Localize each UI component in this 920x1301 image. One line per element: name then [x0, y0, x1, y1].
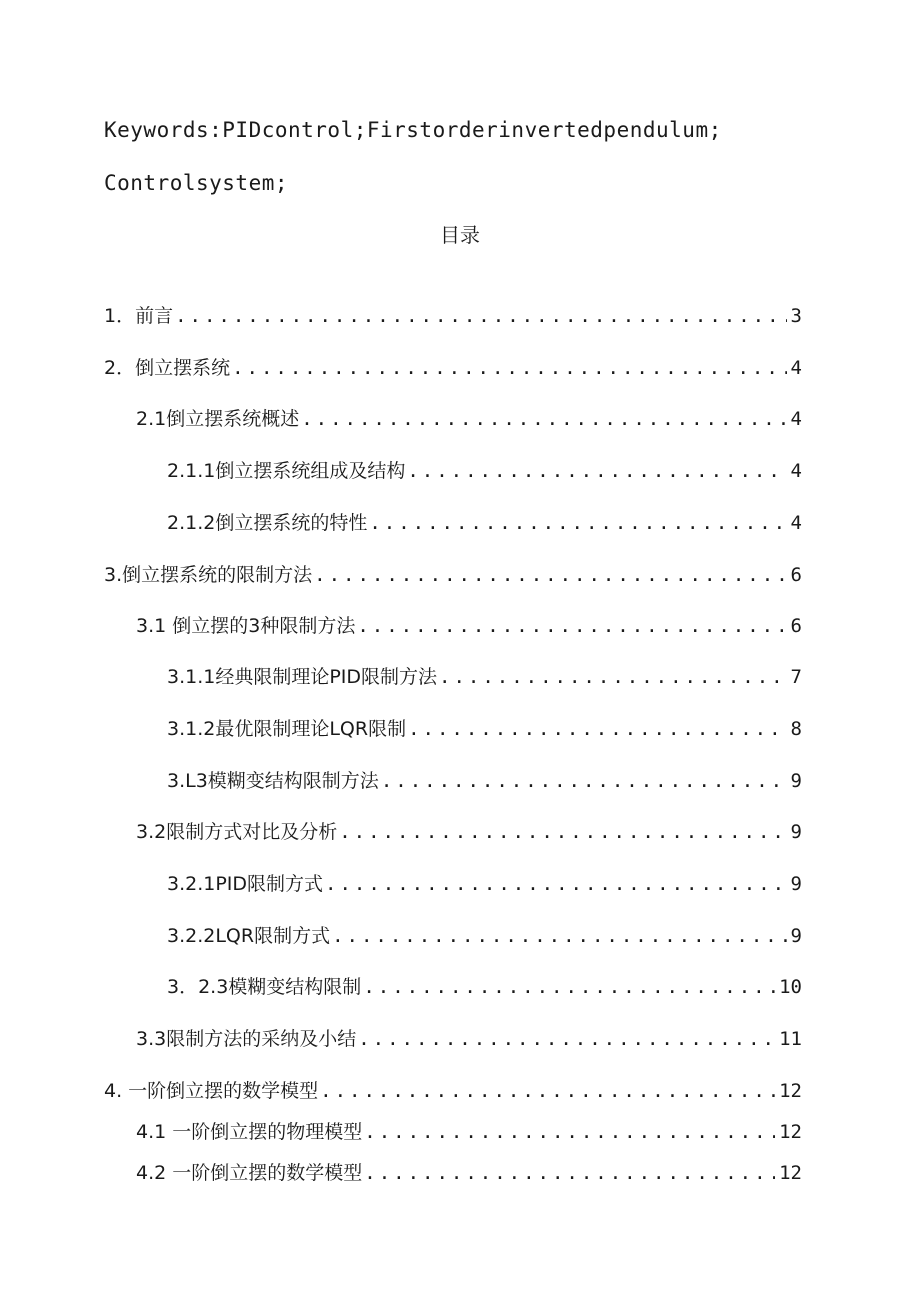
toc-entry-page: 8 [790, 718, 802, 740]
toc-entry[interactable] [167, 714, 802, 742]
toc-entry-label: 3.2限制方式对比及分析 [136, 821, 338, 843]
toc-leader-dots [339, 821, 786, 843]
toc-entry[interactable] [136, 1117, 802, 1145]
toc-entry-label: 2.1.2倒立摆系统的特性 [167, 512, 368, 534]
toc-entry-page: 9 [790, 821, 802, 843]
toc-leader-dots [408, 718, 786, 740]
toc-leader-dots [358, 1028, 775, 1050]
toc-leader-dots [381, 770, 787, 792]
toc-entry-label: 4. 一阶倒立摆的数学模型 [104, 1080, 319, 1102]
toc-entry-page: 12 [779, 1162, 802, 1184]
toc-entry[interactable] [104, 1076, 802, 1104]
toc-entry-label: 4.2 一阶倒立摆的数学模型 [136, 1162, 363, 1184]
toc-entry[interactable] [136, 404, 802, 432]
toc-title: 目录 [440, 223, 480, 247]
toc-entry-label: 3.3限制方法的采纳及小结 [136, 1028, 357, 1050]
toc-entry-page: 7 [790, 666, 802, 688]
toc-entry-page: 12 [779, 1121, 802, 1143]
toc-leader-dots [364, 1162, 775, 1184]
toc-entry[interactable] [104, 353, 802, 381]
toc-entry-page: 6 [790, 564, 802, 586]
toc-entry-label: 3.1.2最优限制理论LQR限制 [167, 718, 407, 740]
toc-entry[interactable] [167, 766, 802, 794]
toc-leader-dots [369, 512, 786, 534]
toc-entry-label: 4.1 一阶倒立摆的物理模型 [136, 1121, 363, 1143]
toc-entry[interactable] [167, 972, 802, 1000]
toc-entry[interactable] [167, 869, 802, 897]
toc-entry-page: 4 [790, 357, 802, 379]
toc-entry-page: 12 [779, 1080, 802, 1102]
toc-entry-label: 3.倒立摆系统的限制方法 [104, 564, 313, 586]
toc-entry-page: 4 [790, 460, 802, 482]
toc-entry-page: 9 [790, 873, 802, 895]
toc-entry-label: 2．倒立摆系统 [104, 357, 231, 379]
toc-entry[interactable] [104, 301, 802, 329]
toc-leader-dots [301, 408, 786, 430]
keywords-line-1: Keywords:PIDcontrol;Firstorderinvertedpendulum; [104, 118, 722, 142]
toc-entry-label: 1．前言 [104, 305, 174, 327]
toc-entry-label: 3.2.2LQR限制方式 [167, 925, 331, 947]
toc-leader-dots [325, 873, 787, 895]
toc-entry-page: 11 [779, 1028, 802, 1050]
toc-entry-label: 3.2.1PID限制方式 [167, 873, 324, 895]
toc-entry-label: 2.1倒立摆系统概述 [136, 408, 300, 430]
toc-entry-label: 3．2.3模糊变结构限制 [167, 976, 362, 998]
toc-entry-page: 9 [790, 770, 802, 792]
toc-entry-page: 6 [790, 615, 802, 637]
toc-entry[interactable] [167, 508, 802, 536]
toc-entry[interactable] [167, 456, 802, 484]
toc-entry[interactable] [136, 817, 802, 845]
toc-entry-label: 3.1.1经典限制理论PID限制方法 [167, 666, 438, 688]
toc-entry[interactable] [167, 921, 802, 949]
toc-entry[interactable] [167, 662, 802, 690]
toc-leader-dots [314, 564, 786, 586]
toc-entry[interactable] [136, 1158, 802, 1186]
toc-entry[interactable] [104, 560, 802, 588]
toc-entry-label: 3.1 倒立摆的3种限制方法 [136, 615, 356, 637]
toc-entry[interactable] [136, 611, 802, 639]
toc-leader-dots [357, 615, 786, 637]
toc-entry[interactable] [136, 1024, 802, 1052]
toc-leader-dots [332, 925, 786, 947]
toc-entry-page: 4 [790, 408, 802, 430]
toc-entry-page: 4 [790, 512, 802, 534]
toc-entry-page: 3 [790, 305, 802, 327]
toc-leader-dots [407, 460, 786, 482]
toc-entry-label: 2.1.1倒立摆系统组成及结构 [167, 460, 406, 482]
toc-entry-page: 10 [779, 976, 802, 998]
toc-leader-dots [320, 1080, 775, 1102]
toc-entry-label: 3.L3模糊变结构限制方法 [167, 770, 379, 792]
keywords-line-2: Controlsystem; [104, 171, 289, 195]
toc-leader-dots [439, 666, 787, 688]
toc-entry-page: 9 [790, 925, 802, 947]
toc-leader-dots [175, 305, 786, 327]
toc-leader-dots [232, 357, 786, 379]
toc-leader-dots [363, 976, 775, 998]
toc-leader-dots [364, 1121, 775, 1143]
